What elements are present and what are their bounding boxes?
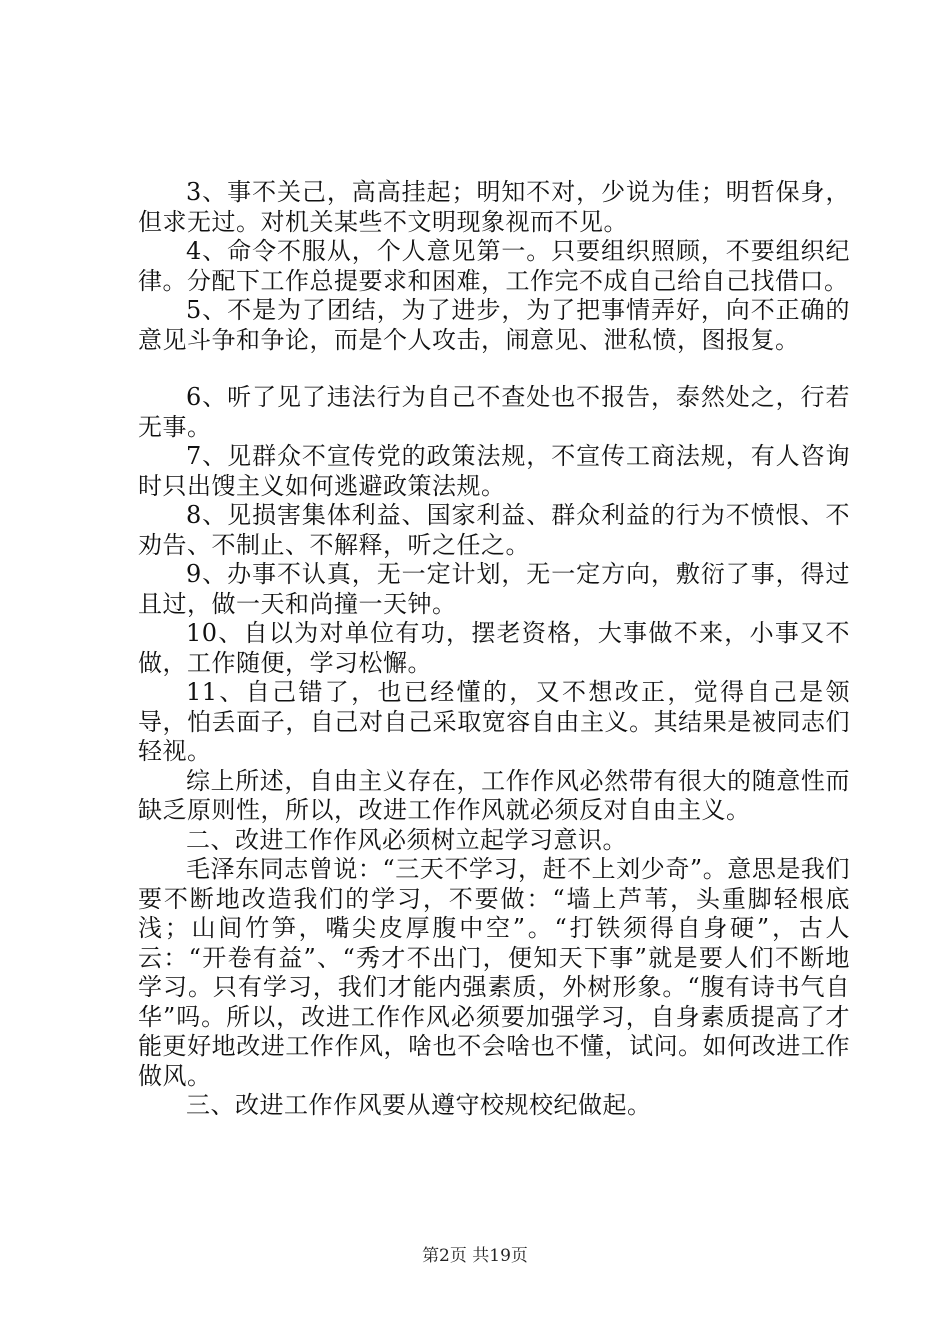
paragraph-10: 10、自以为对单位有功，摆老资格，大事做不来，小事又不做，工作随便，学习松懈。 [138,619,850,677]
paragraph-8: 8、见损害集体利益、国家利益、群众利益的行为不愤恨、不劝告、不制止、不解释，听之任之。 [138,501,850,559]
paragraph-9: 9、办事不认真，无一定计划，无一定方向，敷衍了事，得过且过，做一天和尚撞一天钟。 [138,560,850,618]
section-heading-3: 三、改进工作作风要从遵守校规校纪做起。 [186,1091,652,1119]
body-text [138,178,850,1121]
paragraph-gap [138,355,850,383]
paragraph-5: 5、不是为了团结，为了进步，为了把事情弄好，向不正确的意见斗争和争论，而是个人攻击，闹意见、泄私愤，图报复。 [138,296,850,354]
study-paragraph: 毛泽东同志曾说：“三天不学习，赶不上刘少奇”。意思是我们要不断地改造我们的学习，不要做：“墙上芦苇，头重脚轻根底浅；山间竹笋，嘴尖皮厚腹中空”。“打铁须得自身硬”，古人云：“开卷有益”、“秀才不出门，便知天下事”就是要人们不断地学习。只有学习，我们才能内强素质，外树形象。“腹有诗书气自华”吗。所以，改进工作作风必须要加强学习，自身素质提高了才能更好地改进工作作风，啥也不会啥也不懂，试问。如何改进工作做风。 [138,855,850,1090]
paragraph-7: 7、见群众不宣传党的政策法规，不宣传工商法规，有人咨询时只出馊主义如何逃避政策法规。 [138,442,850,500]
page-number-footer: 第2页 共19页 [422,1246,528,1266]
paragraph-11: 11、自己错了，也已经懂的，又不想改正，觉得自己是领导，怕丢面子，自己对自己采取宽容自由主义。其结果是被同志们轻视。 [138,678,850,765]
paragraph-6: 6、听了见了违法行为自己不查处也不报告，泰然处之，行若无事。 [138,383,850,441]
paragraph-4: 4、命令不服从，个人意见第一。只要组织照顾，不要组织纪律。分配下工作总提要求和困难，工作完不成自己给自己找借口。 [138,237,850,295]
summary-paragraph: 综上所述，自由主义存在，工作作风必然带有很大的随意性而缺乏原则性，所以，改进工作作风就必须反对自由主义。 [138,766,850,824]
section-heading-2: 二、改进工作作风必须树立起学习意识。 [186,825,627,854]
paragraph-3: 3、事不关己，高高挂起；明知不对，少说为佳；明哲保身，但求无过。对机关某些不文明现象视而不见。 [138,178,850,236]
